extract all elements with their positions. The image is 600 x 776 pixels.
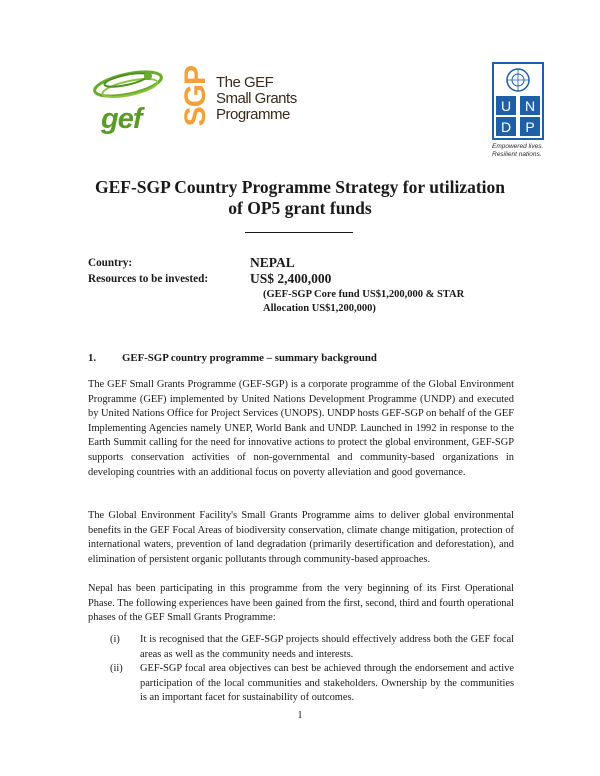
sgp-programme-name <box>216 75 297 123</box>
list-text: It is recognised that the GEF-SGP projects should effectively address both the GEF focal areas as well as the community needs and interests. <box>140 634 514 660</box>
list-marker: (i) <box>110 634 120 645</box>
paragraph: The GEF Small Grants Programme (GEF-SGP) is a corporate programme of the Global Environment Programme (GEF) implemented by United Nations Development Programme (UNDP) and executed by United Nations Office for Project Services (UNOPS). UNDP hosts GEF-SGP on behalf of the GEF Implementing Agencies namely UNEP, World Bank and UNDP. Launched in 1992 in response to the Earth Summit calling for the need for innovative actions to protect the global environment, GEF-SGP supports conservation activities of non-governmental and community-based organizations in developing countries with an additional focus on poverty alleviation and good governance. <box>88 379 514 478</box>
undp-letter: P <box>525 119 535 135</box>
paragraph: Nepal has been participating in this programme from the very beginning of its First Operational Phase. The following experiences have been gained from the first, second, third and fourth operational phases of the GEF Small Grants Programme: <box>88 583 514 624</box>
resources-note-line: (GEF-SGP Core fund US$1,200,000 & STAR <box>263 289 465 300</box>
list-marker: (ii) <box>110 663 123 674</box>
sgp-wordmark: SGP <box>179 66 212 127</box>
resources-label: Resources to be invested: <box>88 273 209 285</box>
resources-note-line: Allocation US$1,200,000) <box>263 303 376 314</box>
sgp-line: The GEF <box>216 74 274 91</box>
sgp-line: Small Grants <box>216 90 297 107</box>
resources-value: US$ 2,400,000 <box>250 271 332 286</box>
list-item <box>88 662 514 706</box>
document-title <box>60 177 540 219</box>
undp-letter: D <box>500 119 512 135</box>
undp-tagline <box>492 143 572 158</box>
title-divider <box>245 232 353 233</box>
list-item <box>88 633 514 662</box>
page-number: 1 <box>297 710 303 721</box>
paragraph: The Global Environment Facility's Small Grants Programme aims to deliver global environmental benefits in the GEF Focal Areas of biodiversity conservation, climate change mitigation, protection of international waters, prevention of land degradation (primarily desertification and deforestation), and elimination of persistent organic pollutants through community-based approaches. <box>88 510 514 565</box>
tagline-line: Resilient nations. <box>492 150 542 158</box>
list-text: GEF-SGP focal area objectives can best be achieved through the endorsement and active participation of the local communities and stakeholders. Ownership by the communities is an important facet for sustainability of outcomes. <box>140 663 514 704</box>
country-label: Country: <box>88 257 133 269</box>
sgp-line: Programme <box>216 106 290 123</box>
resources-note <box>263 288 464 316</box>
country-value: NEPAL <box>250 255 295 270</box>
section-heading <box>88 352 377 364</box>
section-number: 1. <box>88 352 97 364</box>
title-line: GEF-SGP Country Programme Strategy for utilization <box>94 177 506 197</box>
undp-letter: U <box>500 98 512 114</box>
title-line: of OP5 grant funds <box>228 198 372 218</box>
gef-wordmark: gef <box>101 103 142 135</box>
un-emblem-icon <box>507 69 529 91</box>
undp-logo <box>492 62 544 140</box>
section-title: GEF-SGP country programme – summary background <box>122 352 377 364</box>
tagline-line: Empowered lives. <box>492 143 544 150</box>
undp-letter: N <box>524 98 536 114</box>
